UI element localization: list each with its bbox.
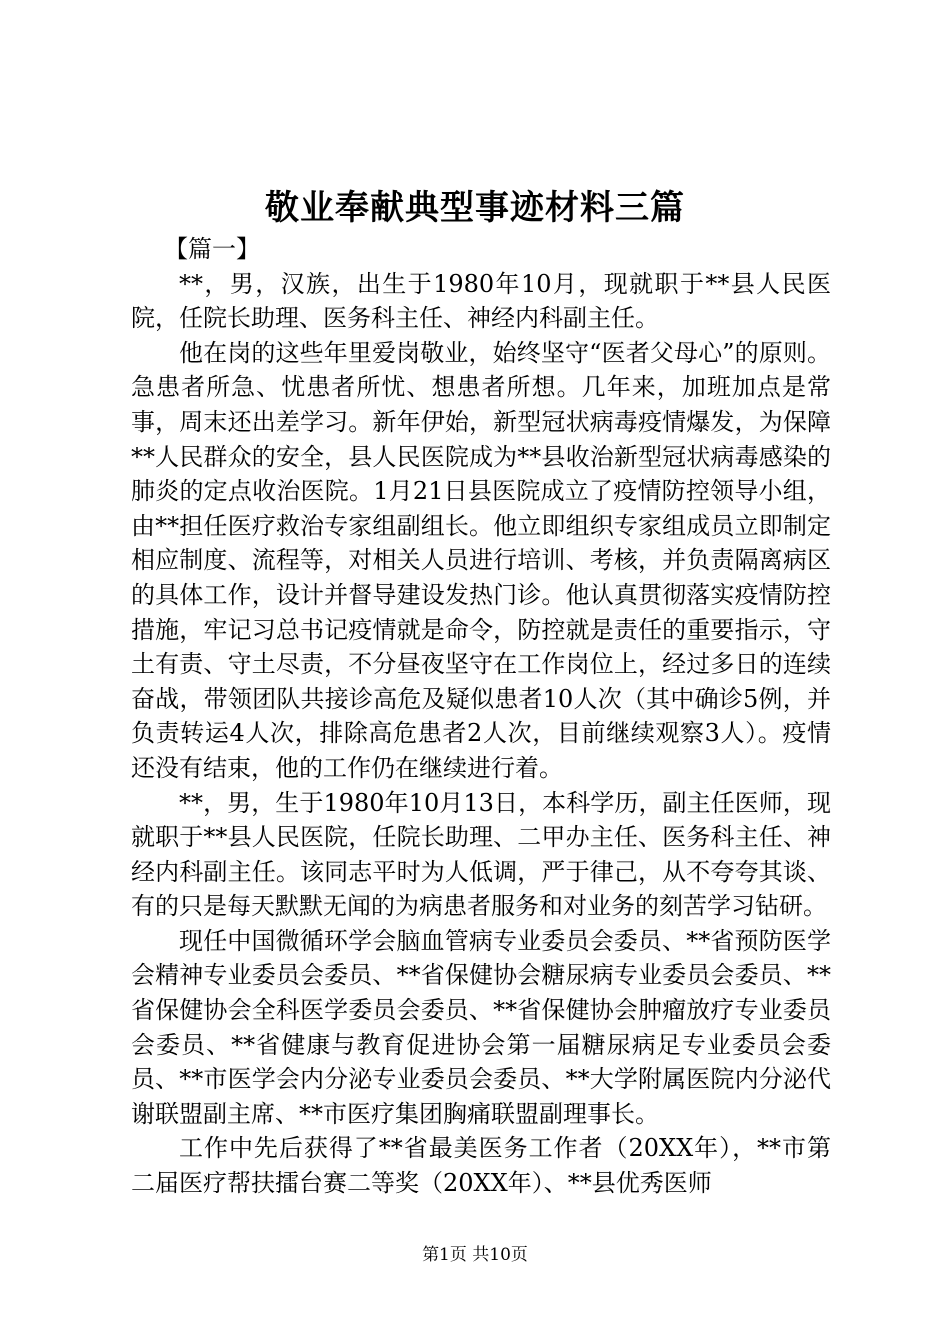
page-footer: 第1页 共10页 (422, 1245, 528, 1265)
paragraph: 现任中国微循环学会脑血管病专业委员会委员、**省预防医学会精神专业委员会委员、**省保健协会糖尿病专业委员会委员、**省保健协会全科医学委员会委员、**省保健协会肿瘤放疗专业委员会委员、**省健康与教育促进协会第一届糖尿病足专业委员会委员、**市医学会内分泌专业委员会委员、**大学附属医院内分泌代谢联盟副主席、**市医疗集团胸痛联盟副理事长。 (131, 926, 831, 1128)
paragraph: **，男，生于1980年10月13日，本科学历，副主任医师，现就职于**县人民医院，任院长助理、二甲办主任、医务科主任、神经内科副主任。该同志平时为人低调，严于律己，从不夸夸其谈、有的只是每天默默无闻的为病患者服务和对业务的刻苦学习钻研。 (131, 788, 831, 921)
paragraph: 工作中先后获得了**省最美医务工作者（20XX年），**市第二届医疗帮扶擂台赛二等奖（20XX年）、**县优秀医师 (131, 1134, 831, 1198)
section-label: 【篇一】 (164, 235, 260, 263)
document-title: 敬业奉献典型事迹材料三篇 (265, 188, 685, 228)
paragraph: **，男，汉族，出生于1980年10月，现就职于**县人民医院，任院长助理、医务科主任、神经内科副主任。 (131, 269, 831, 333)
paragraph: 他在岗的这些年里爱岗敬业，始终坚守“医者父母心”的原则。急患者所急、忧患者所忧、想患者所想。几年来，加班加点是常事，周末还出差学习。新年伊始，新型冠状病毒疫情爆发，为保障**人民群众的安全，县人民医院成为**县收治新型冠状病毒感染的肺炎的定点收治医院。1月21日县医院成立了疫情防控领导小组，由**担任医疗救治专家组副组长。他立即组织专家组成员立即制定相应制度、流程等，对相关人员进行培训、考核，并负责隔离病区的具体工作，设计并督导建设发热门诊。他认真贯彻落实疫情防控措施，牢记习总书记疫情就是命令，防控就是责任的重要指示，守土有责、守土尽责，不分昼夜坚守在工作岗位上，经过多日的连续奋战，带领团队共接诊高危及疑似患者10人次（其中确诊5例，并负责转运4人次，排除高危患者2人次，目前继续观察3人）。疫情还没有结束，他的工作仍在继续进行着。 (131, 338, 831, 782)
document-body (131, 232, 831, 1201)
